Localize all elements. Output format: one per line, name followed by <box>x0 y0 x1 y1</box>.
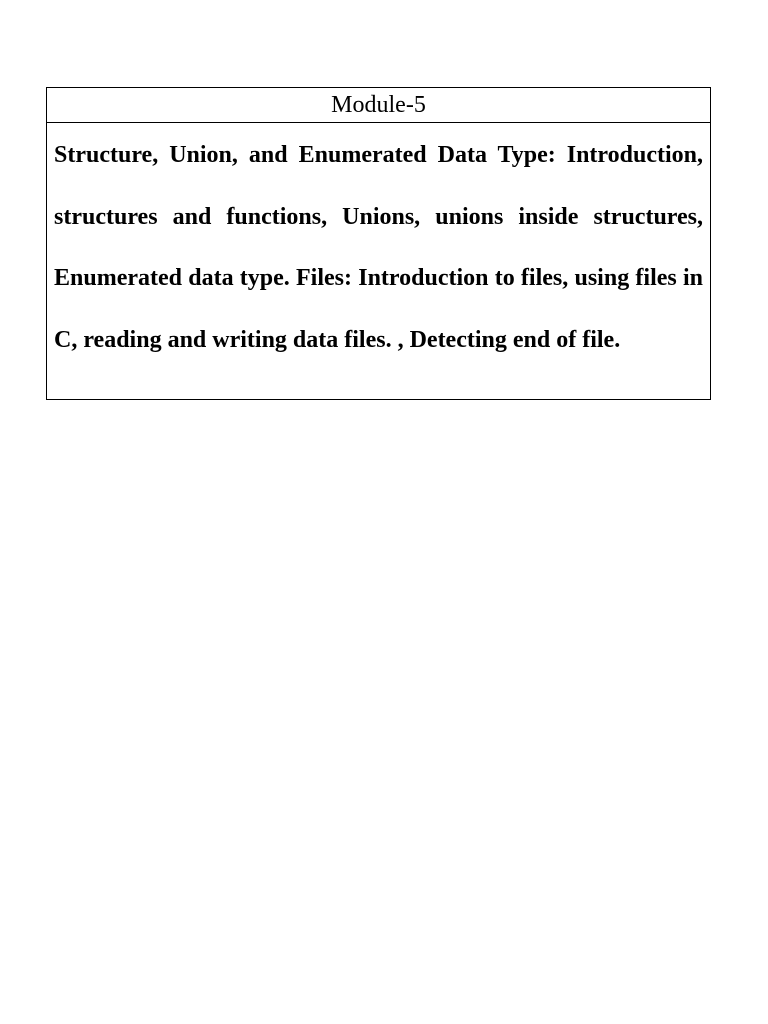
module-heading: Module-5 <box>47 88 710 123</box>
module-body-text: Structure, Union, and Enumerated Data Type: Introduction, structures and functions, Unions, unions inside structures, Enumerated data type. Files: Introduction to files, using files in C, reading and writing data files. , Detecting end of file. <box>54 142 703 353</box>
module-table <box>46 87 711 400</box>
